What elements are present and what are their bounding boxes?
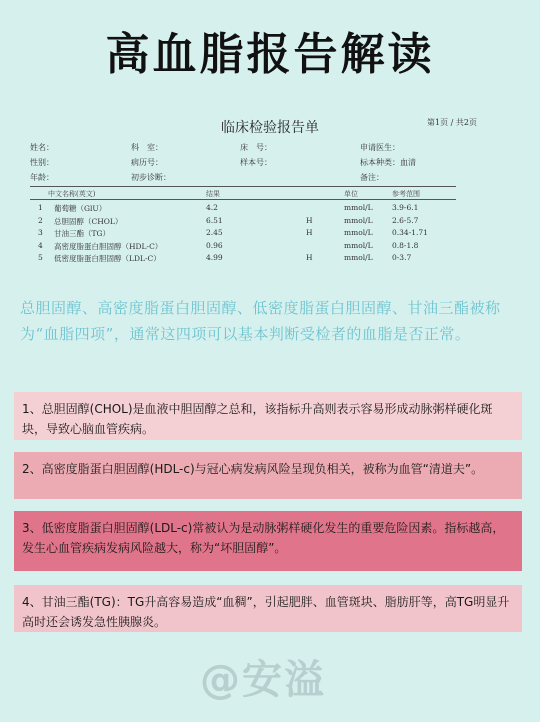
cell-no: 2 (38, 215, 43, 225)
cell-ref: 2.6-5.7 (392, 215, 419, 225)
item-ldl: 3、低密度脂蛋白胆固醇(LDL-c)常被认为是动脉粥样硬化发生的重要危险因素。指标越高，发生心血管疾病发病风险越大，称为“坏胆固醇”。 (14, 511, 522, 571)
cell-result: 0.96 (206, 240, 223, 250)
cell-no: 1 (38, 203, 43, 212)
name-label: 姓名： (30, 143, 54, 152)
cell-unit: mmol/L (344, 203, 373, 212)
cell-flag: H (306, 215, 313, 225)
cell-ref: 0.34-1.71 (392, 228, 428, 237)
cell-ref: 0.8-1.8 (392, 240, 419, 250)
cell-name: 葡萄糖（GlU） (54, 204, 107, 213)
specimen-type: 标本种类：血清 (360, 158, 416, 167)
cell-name: 高密度脂蛋白胆固醇（HDL-C） (54, 241, 163, 251)
col-header-result: 结果 (206, 190, 220, 198)
report-title: 临床检验报告单 (221, 120, 319, 136)
cell-result: 6.51 (206, 215, 223, 225)
page-title: 高血脂报告解读 (105, 29, 435, 80)
cell-flag: H (306, 253, 313, 262)
table-top-rule (30, 186, 456, 187)
watermark: @安溢 (200, 657, 326, 703)
bed-label: 床 号： (240, 143, 272, 152)
cell-name: 甘油三酯（TG） (54, 229, 110, 238)
remark-label: 备注： (360, 173, 384, 182)
cell-result: 4.99 (206, 253, 223, 262)
cell-no: 5 (38, 253, 43, 262)
col-header-unit: 单位 (344, 190, 358, 198)
item-hdl: 2、高密度脂蛋白胆固醇(HDL-c)与冠心病发病风险呈现负相关，被称为血管“清道夫”。 (14, 452, 522, 499)
cell-ref: 0-3.7 (392, 253, 412, 262)
page-info: 第1页 / 共2页 (427, 118, 477, 127)
lab-report (0, 103, 540, 273)
cell-result: 4.2 (206, 203, 218, 212)
gender-label: 性别： (30, 158, 54, 167)
cell-no: 4 (38, 240, 43, 250)
cell-unit: mmol/L (344, 240, 373, 250)
cell-unit: mmol/L (344, 253, 373, 262)
cell-name: 低密度脂蛋白胆固醇（LDL-C） (54, 254, 161, 263)
cell-no: 3 (38, 228, 43, 237)
item-tg: 4、甘油三酯(TG)：TG升高容易造成“血稠”，引起肥胖、血管斑块、脂肪肝等，高TG明显升高时还会诱发急性胰腺炎。 (14, 585, 522, 632)
col-header-ref: 参考范围 (392, 190, 420, 198)
cell-name: 总胆固醇（CHOL） (54, 216, 123, 226)
cell-flag: H (306, 228, 313, 237)
intro-text: 总胆固醇、高密度脂蛋白胆固醇、低密度脂蛋白胆固醇、甘油三酯被称为“血脂四项”，通常这四项可以基本判断受检者的血脂是否正常。 (20, 299, 501, 343)
col-header-name: 中文名称(英文) (48, 190, 96, 198)
cell-result: 2.45 (206, 228, 223, 237)
doctor-label: 申请医生： (360, 143, 400, 152)
specimen-no-label: 样本号： (240, 158, 272, 167)
item-chol: 1、总胆固醇(CHOL)是血液中胆固醇之总和，该指标升高则表示容易形成动脉粥样硬化斑块，导致心脑血管疾病。 (14, 392, 522, 440)
record-label: 病历号： (131, 158, 163, 167)
table-header-rule (30, 199, 456, 200)
age-label: 年龄： (30, 173, 54, 182)
diagnosis-label: 初步诊断： (131, 173, 171, 182)
cell-unit: mmol/L (344, 228, 373, 237)
cell-ref: 3.9-6.1 (392, 203, 419, 212)
dept-label: 科 室： (131, 143, 163, 152)
cell-unit: mmol/L (344, 215, 373, 225)
